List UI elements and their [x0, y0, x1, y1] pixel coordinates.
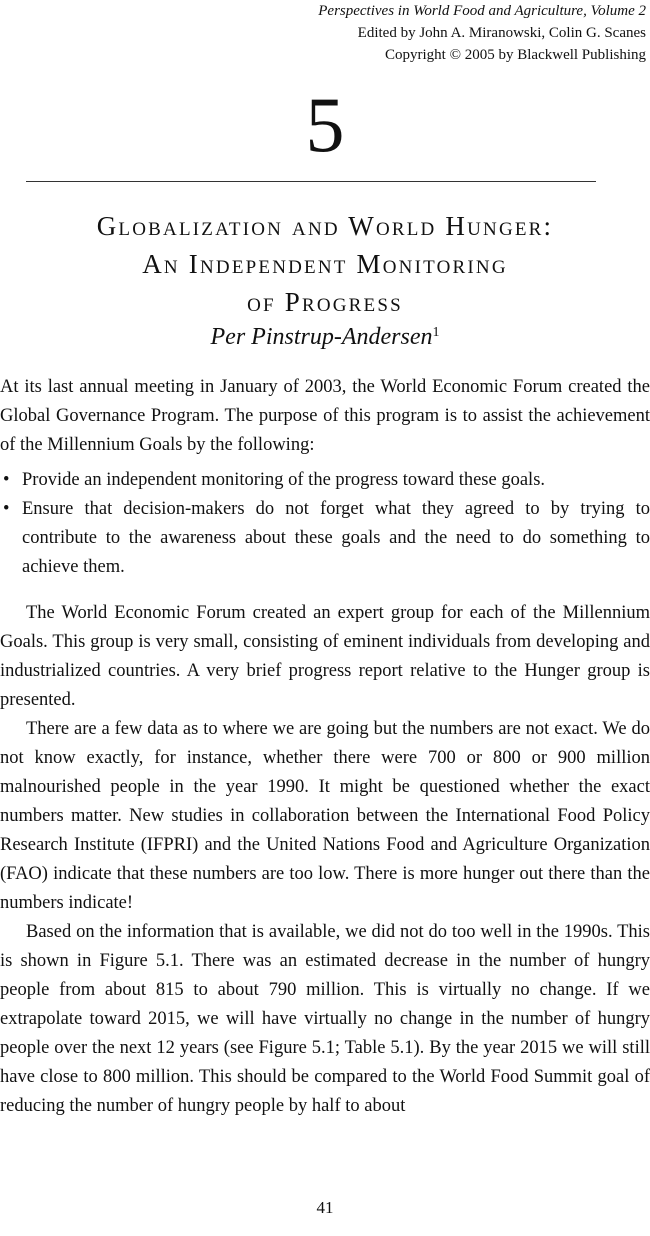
bullet-icon: • — [3, 499, 10, 519]
paragraph-progress: Based on the information that is available, we did not do too well in the 1990s. This is shown in Figure 5.1. There was an estimated decrease in the number of hungry people from about 815 to about 790 million. This is virtually no change. If we extrapolate toward 2015, we will have virtually no change in the number of hungry people over the next 12 years (see Figure 5.1; Table 5.1). By the year 2015 we will still have close to 800 million. This should be compared to the World Food Summit goal of reducing the number of hungry people by half to about — [0, 922, 650, 1116]
chapter-title-line-2: An Independent Monitoring — [142, 249, 508, 279]
copyright-line: Copyright © 2005 by Blackwell Publishing — [385, 47, 646, 63]
intro-paragraph: At its last annual meeting in January of 2003, the World Economic Forum created the Global Governance Program. The purpose of this program is to assist the achievement of the Millennium Goals by the following: — [0, 377, 650, 455]
list-item — [0, 495, 650, 582]
editors-line: Edited by John A. Miranowski, Colin G. Scanes — [357, 25, 646, 41]
paragraph-expert-group: The World Economic Forum created an expert group for each of the Millennium Goals. This group is very small, consisting of eminent individuals from developing and industrialized countries. A very brief progress report relative to the Hunger group is presented. — [0, 603, 650, 710]
chapter-title-line-3: of Progress — [247, 287, 403, 317]
author-name: Per Pinstrup-Andersen — [210, 324, 433, 350]
book-title: Perspectives in World Food and Agriculture, Volume 2 — [318, 3, 646, 19]
running-header — [146, 0, 646, 66]
chapter-title — [0, 207, 650, 321]
bullet-icon: • — [3, 470, 10, 490]
list-item — [0, 466, 650, 495]
chapter-title-line-1: Globalization and World Hunger: — [96, 211, 554, 241]
author-footnote-marker: 1 — [432, 325, 440, 340]
goal-list — [0, 466, 650, 582]
chapter-number: 5 — [305, 81, 345, 168]
list-item-text: Ensure that decision-makers do not forget what they agreed to by trying to contribute to the awareness about these goals and the need to do something to achieve them. — [22, 499, 650, 577]
paragraph-data-uncertainty: There are a few data as to where we are going but the numbers are not exact. We do not know exactly, for instance, whether there were 700 or 800 or 900 million malnourished people in the year 1990. It might be questioned whether the exact numbers matter. New studies in collaboration between the International Food Policy Research Institute (IFPRI) and the United Nations Food and Agriculture Organization (FAO) indicate that these numbers are too low. There is more hunger out there than the numbers indicate! — [0, 719, 650, 913]
page-number: 41 — [316, 1198, 334, 1217]
list-item-text: Provide an independent monitoring of the progress toward these goals. — [22, 470, 546, 490]
chapter-rule — [26, 181, 596, 182]
body-text — [0, 373, 650, 1121]
author-line — [0, 316, 650, 354]
